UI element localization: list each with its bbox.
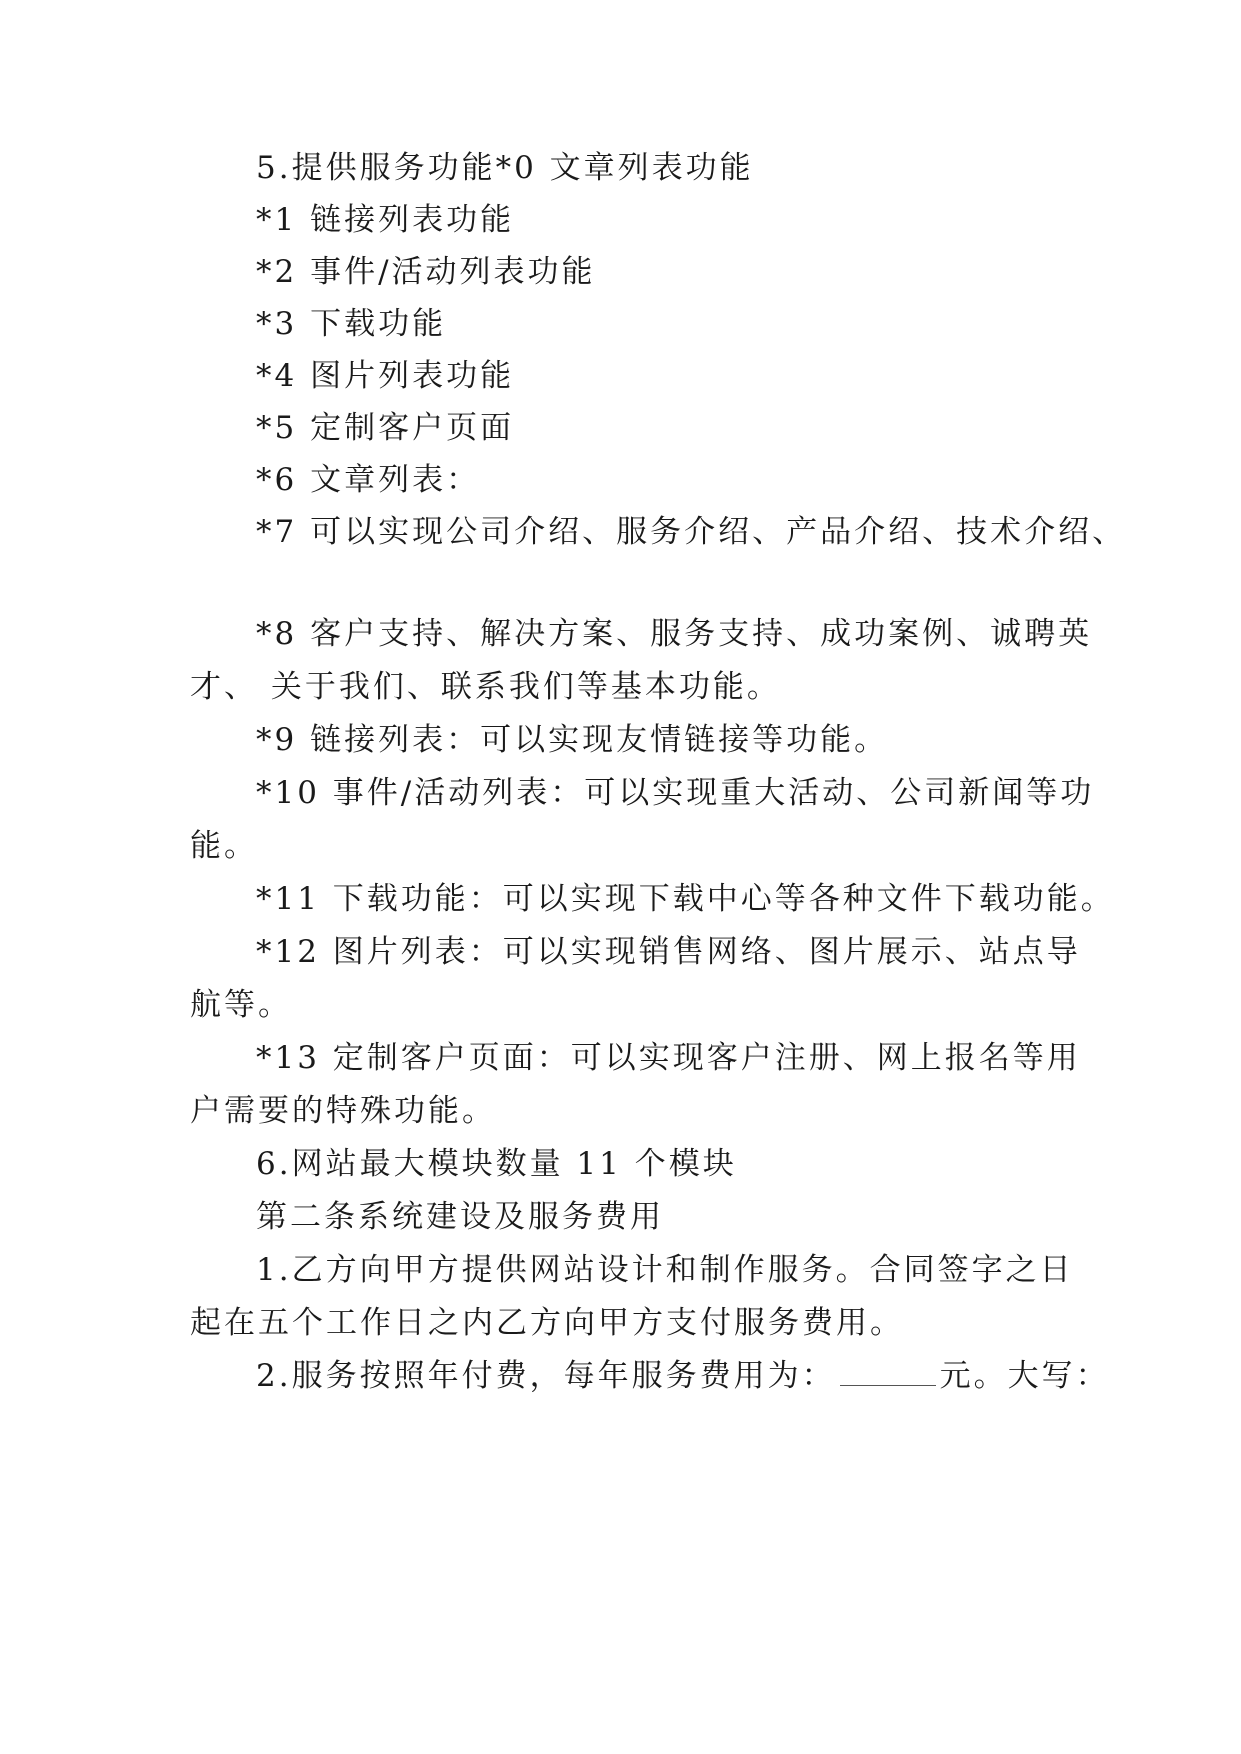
section-heading: 第二条系统建设及服务费用	[256, 1199, 664, 1235]
text-line: *5 定制客户页面	[256, 410, 515, 446]
text-line: *7 可以实现公司介绍、服务介绍、产品介绍、技术介绍、	[256, 514, 1127, 550]
text-line: *2 事件/活动列表功能	[256, 254, 596, 290]
text-line: 6.网站最大模块数量 11 个模块	[256, 1146, 737, 1182]
text-line: *4 图片列表功能	[256, 358, 515, 394]
text-line: 航等。	[190, 987, 292, 1023]
text-line: 5.提供服务功能*0 文章列表功能	[256, 150, 754, 186]
text-line: *9 链接列表：可以实现友情链接等功能。	[256, 722, 889, 758]
text-line: *13 定制客户页面：可以实现客户注册、网上报名等用	[256, 1040, 1081, 1076]
fee-line	[256, 1356, 1110, 1396]
text-line: 户需要的特殊功能。	[190, 1093, 496, 1129]
text-line: *10 事件/活动列表：可以实现重大活动、公司新闻等功	[256, 775, 1095, 811]
text-line: *11 下载功能：可以实现下载中心等各种文件下载功能。	[256, 881, 1115, 917]
fee-line-prefix: 2.服务按照年付费，每年服务费用为：	[256, 1358, 836, 1394]
text-line: *1 链接列表功能	[256, 202, 515, 238]
text-line: 1.乙方向甲方提供网站设计和制作服务。合同签字之日	[256, 1252, 1074, 1288]
fee-amount-blank	[840, 1359, 936, 1386]
text-line: 才、 关于我们、联系我们等基本功能。	[190, 669, 781, 705]
text-line: *8 客户支持、解决方案、服务支持、成功案例、诚聘英	[256, 616, 1093, 652]
fee-line-suffix: 元。大写：	[939, 1358, 1110, 1394]
text-line: *12 图片列表：可以实现销售网络、图片展示、站点导	[256, 934, 1081, 970]
text-line: *6 文章列表：	[256, 462, 481, 498]
text-line: *3 下载功能	[256, 306, 447, 342]
text-line: 起在五个工作日之内乙方向甲方支付服务费用。	[190, 1305, 904, 1341]
text-line: 能。	[190, 828, 258, 864]
